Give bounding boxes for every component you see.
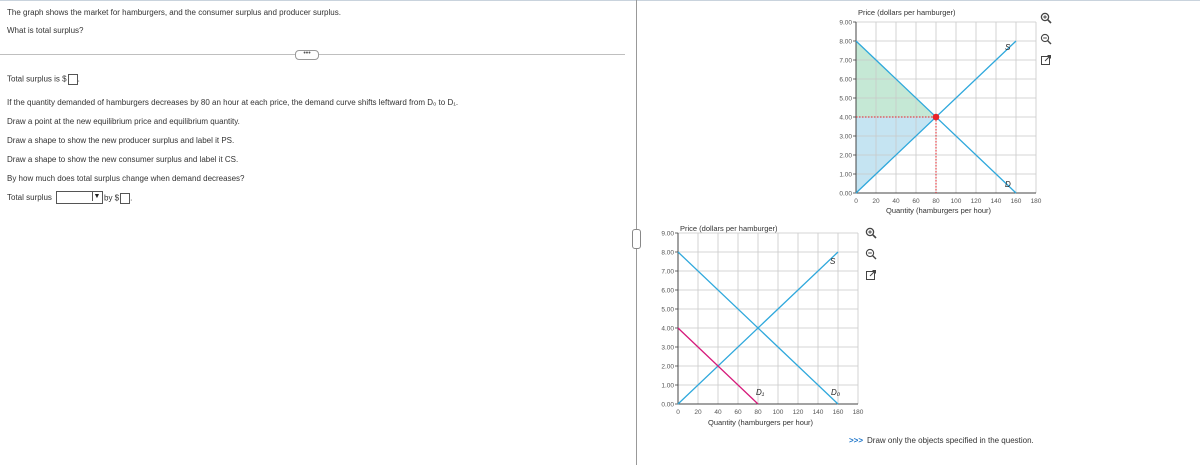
- graph1-x-tick: 160: [1010, 198, 1022, 205]
- graph1-x-tick: 120: [970, 198, 982, 205]
- graph2-y-tick: 0.00: [661, 401, 674, 409]
- step-1-text: Draw a point at the new equilibrium price and equilibrium quantity.: [7, 117, 240, 126]
- graph1-x-tick: 180: [1030, 198, 1042, 205]
- graph2-xlabel: Quantity (hamburgers per hour): [708, 418, 814, 427]
- graph1-y-tick: 4.00: [839, 114, 852, 122]
- graph1-x-tick: 80: [932, 198, 940, 205]
- graph2-x-tick: 20: [694, 409, 702, 416]
- total-surplus-label: Total surplus is $: [7, 74, 67, 84]
- graph1-x-tick: 0: [854, 198, 858, 205]
- by-row: by $ .: [104, 193, 133, 203]
- zoom-in-icon[interactable]: [865, 226, 877, 238]
- graph1-supply-label: S: [1005, 43, 1011, 52]
- graph2-x-tick: 80: [754, 409, 762, 416]
- popout-icon[interactable]: [1040, 53, 1052, 65]
- graph-demand-shift[interactable]: [640, 222, 864, 437]
- graph2-x-tick: 140: [812, 409, 824, 416]
- graph1-x-tick: 40: [892, 198, 900, 205]
- graph1-y-tick: 7.00: [839, 57, 852, 65]
- graph2-x-tick: 180: [852, 409, 864, 416]
- graph1-x-tick: 100: [950, 198, 962, 205]
- graph2-y-tick: 8.00: [661, 249, 674, 257]
- change-amount-input[interactable]: [120, 193, 130, 204]
- graph1-y-tick: 9.00: [839, 19, 852, 27]
- graph2-x-tick: 120: [792, 409, 804, 416]
- popout-icon[interactable]: [865, 268, 877, 280]
- graph1-plot: [839, 20, 1041, 206]
- graph2-x-tick: 0: [676, 409, 680, 416]
- graph1-xlabel: Quantity (hamburgers per hour): [886, 206, 992, 215]
- graph2-y-tick: 6.00: [661, 287, 674, 295]
- instruction-footer: [849, 436, 1034, 445]
- total-surplus-input[interactable]: [68, 74, 78, 85]
- graph2-y-tick: 3.00: [661, 344, 674, 352]
- step-4-text: By how much does total surplus change when demand decreases?: [7, 174, 245, 183]
- graph2-y-tick: 4.00: [661, 325, 674, 333]
- chevron-down-icon[interactable]: ▼: [93, 193, 101, 200]
- graph2-y-tick: 7.00: [661, 268, 674, 276]
- graph2-x-tick: 160: [832, 409, 844, 416]
- change-label: Total surplus: [7, 193, 52, 202]
- chevrons-icon: >>>: [849, 436, 864, 445]
- graph2-x-tick: 60: [734, 409, 742, 416]
- total-surplus-row: Total surplus is $ .: [7, 74, 80, 84]
- question-line-2: What is total surplus?: [7, 26, 84, 35]
- graph2-y-tick: 9.00: [661, 230, 674, 238]
- zoom-out-icon[interactable]: [865, 247, 877, 259]
- graph1-y-tick: 2.00: [839, 152, 852, 160]
- shift-text: If the quantity demanded of hamburgers decreases by 80 an hour at each price, the demand curve shifts leftward from D₀ to D₁.: [7, 98, 459, 107]
- step-3-text: Draw a shape to show the new consumer surplus and label it CS.: [7, 155, 239, 164]
- graph2-x-tick: 40: [714, 409, 722, 416]
- graph1-ylabel: Price (dollars per hamburger): [858, 8, 956, 17]
- question-line-1: The graph shows the market for hamburgers, and the consumer surplus and producer surplus.: [7, 8, 341, 17]
- graph1-equilibrium-point: [933, 114, 940, 121]
- graph2-ylabel: Price (dollars per hamburger): [680, 224, 778, 233]
- graph1-y-tick: 6.00: [839, 76, 852, 84]
- graph1-y-tick: 5.00: [839, 95, 852, 103]
- graph2-x-tick: 100: [772, 409, 784, 416]
- graph2-y-tick: 2.00: [661, 363, 674, 371]
- graph1-y-tick: 1.00: [839, 171, 852, 179]
- graph1-x-tick: 20: [872, 198, 880, 205]
- zoom-out-icon[interactable]: [1040, 32, 1052, 44]
- graph1-y-tick: 0.00: [839, 190, 852, 198]
- more-button[interactable]: •••: [295, 50, 319, 60]
- step-2-text: Draw a shape to show the new producer surplus and label it PS.: [7, 136, 235, 145]
- graph1-x-tick: 60: [912, 198, 920, 205]
- graph1-y-tick: 3.00: [839, 133, 852, 141]
- change-direction-select[interactable]: [56, 191, 103, 204]
- zoom-in-icon[interactable]: [1040, 11, 1052, 23]
- graph2-y-tick: 5.00: [661, 306, 674, 314]
- graph2-demand0-label: D₀: [831, 388, 841, 397]
- graph1-x-tick: 140: [990, 198, 1002, 205]
- graph1-y-tick: 8.00: [839, 38, 852, 46]
- graph2-demand1-label: D₁: [756, 388, 765, 397]
- graph-surplus[interactable]: [815, 5, 1042, 220]
- graph1-demand-label: D: [1005, 180, 1011, 189]
- footer-text: Draw only the objects specified in the question.: [867, 436, 1034, 445]
- graph2-y-tick: 1.00: [661, 382, 674, 390]
- graph2-supply-label: S: [830, 257, 836, 266]
- by-label: by $: [104, 193, 120, 203]
